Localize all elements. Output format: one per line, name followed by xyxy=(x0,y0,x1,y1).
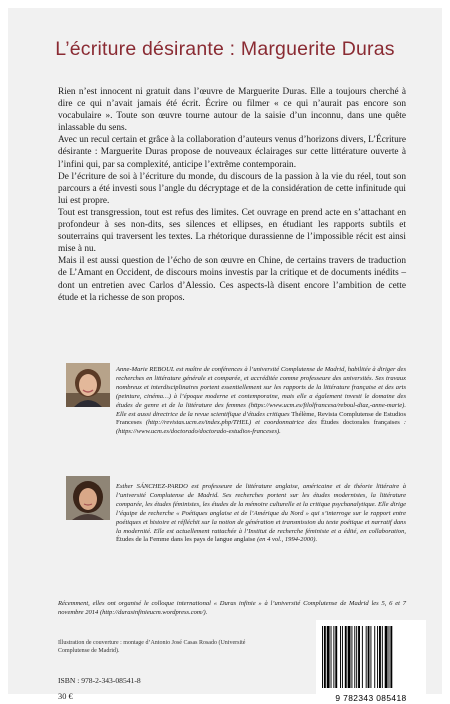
blurb-paragraph: Rien n’est innocent ni gratuit dans l’œuvre de Marguerite Duras. Elle a toujours cherché à dire ce qui n’avait jamais été écrit. Écrire ou filmer « ce qui n’aurait pas encore son vocabulaire ». Toute son œuvre tourne autour de la saisie d’un inconnu, dans une quête inlassable du sens. xyxy=(58,87,406,134)
barcode-bar xyxy=(368,626,370,688)
barcode-bar xyxy=(324,626,326,688)
barcode-bar xyxy=(331,626,332,688)
bio-reboul xyxy=(116,366,406,437)
isbn: ISBN : 978-2-343-08541-8 xyxy=(58,676,141,685)
barcode-bar xyxy=(358,626,360,688)
barcode-bar xyxy=(345,626,347,688)
barcode-bar xyxy=(335,626,337,688)
barcode-bar xyxy=(333,626,334,688)
price: 30 € xyxy=(58,692,73,701)
bio-text: Études de la Femme dans les pays de langue anglaise xyxy=(116,536,258,544)
barcode-bar xyxy=(342,626,343,688)
colloque-note: Récemment, elles ont organisé le colloque international « Duras infinie » à l’université Complutense de Madrid les 5, 6 et 7 novembre 2014 (http://durasinfinieucm.wordpress.com/). xyxy=(58,600,406,616)
blurb-paragraph: Avec un recul certain et grâce à la collaboration d’auteurs venus d’horizons divers, L’Écriture désirante : Marguerite Duras propose de nouveaux éclairages sur cette littérature ouverte à l’infini qui, par sa complexité, anticipe l’extrême contemporain. xyxy=(58,135,406,170)
book-title: L’écriture désirante : Marguerite Duras xyxy=(55,38,395,60)
barcode-digits: 9 782343 085418 xyxy=(335,693,407,703)
bio-text: (http://revistas.ucm.es/index.php/THEL) et coordonnatrice des xyxy=(145,419,317,427)
barcode-bar xyxy=(382,626,383,688)
bio-text: Thélème, Revista Complutense de Estudios Franceses xyxy=(116,410,406,427)
barcode-bar xyxy=(385,626,388,688)
barcode-bar xyxy=(370,626,371,688)
barcode-bars xyxy=(316,620,426,692)
barcode-bar xyxy=(377,626,378,688)
barcode-bar xyxy=(374,626,375,688)
cover-credit: Illustration de couverture : montage d’Antonio José Casas Rosado (Université Complutense de Madrid). xyxy=(58,640,246,654)
barcode-bar xyxy=(354,626,355,688)
bio-text: (en 4 vol., 1994-2000). xyxy=(257,536,318,544)
barcode-bar xyxy=(356,626,357,688)
bio-sanchez-pardo xyxy=(116,483,406,545)
barcode-bar xyxy=(322,626,323,688)
blurb-paragraph: Mais il est aussi question de l’écho de son œuvre en Chine, de certains travers de traduction de L’Amant en Occident, de discours moins investis par la critique et de documents inédits – dont un entretien avec Carlos d’Alessio. Ces aspects-là disent encore l’ambition de cette étude et la richesse de son propos. xyxy=(58,256,406,303)
barcode-bar xyxy=(340,626,341,688)
barcode-bar xyxy=(351,626,352,688)
barcode-bar xyxy=(348,626,351,688)
bio-text: : (https://www.ucm.es/doctorado/doctorado-estudios-franceses). xyxy=(116,419,406,436)
barcode-bar xyxy=(390,626,392,688)
barcode-bar xyxy=(362,626,363,688)
bio-text: Anne-Marie REBOUL est maître de conférences à l’université Complutense de Madrid, habilitée à diriger des recherches en littérature générale et comparée, et accréditée comme professeure des universités. Ses travaux nombreux et interdisciplinaires portent essentiellement sur les rapports de la littérature française et des arts (peinture, cinéma…) à l’époque moderne et contemporaine, mais elle a également investi le domaine des études de genre et de la littérature des femmes (https://www.ucm.es/filolfrancesa/reboul-diaz,-anne-marie). Elle est aussi directrice de la revue scientifique d’études critiques xyxy=(116,366,406,418)
barcode-bar xyxy=(379,626,381,688)
barcode-bar xyxy=(327,626,330,688)
author-photo-sanchez-pardo xyxy=(66,476,110,520)
barcode-bar xyxy=(389,626,390,688)
author-photo-reboul xyxy=(66,363,110,407)
back-cover xyxy=(8,8,442,703)
blurb-paragraph: Tout est transgression, tout est refus des limites. Cet ouvrage en prend acte en s’attachant en profondeur à ses non-dits, ses silences et ellipses, en étudiant les rapports subtils et souterrains qui traversent les textes. La rhétorique durassienne de l’impossible récit est ainsi mise à nu. xyxy=(58,207,406,255)
bio-text: Esther SÁNCHEZ-PARDO est professeure de littérature anglaise, américaine et de théorie littéraire à l’université Complutense de Madrid. Ses recherches portent sur les études modernistes, la littérature comparée, les études féministes, les études de la mémoire culturelle et la critique psychanalytique. Elle dirige l’équipe de recherche « Poétiques anglaise et de l’Amérique du Nord » qui s’interroge sur le rapport entre poétiques et histoire et réfléchit sur la notion de génération et transmission du texte poétique et narratif dans la modernité. Elle est actuellement rattachée à l’Institut de recherche féministe et a édité, en collaboration, xyxy=(116,483,406,535)
blurb xyxy=(58,86,406,304)
blurb-paragraph: De l’écriture de soi à l’écriture du monde, du discours de la passion à la vie du réel, tout son parcours a été investi sous l’angle du décryptage et de la considération de cette infinitude qui lui est propre. xyxy=(58,171,406,206)
barcode-bar xyxy=(366,626,367,688)
bio-text: Études doctorales françaises xyxy=(316,419,404,427)
barcode xyxy=(316,620,426,704)
